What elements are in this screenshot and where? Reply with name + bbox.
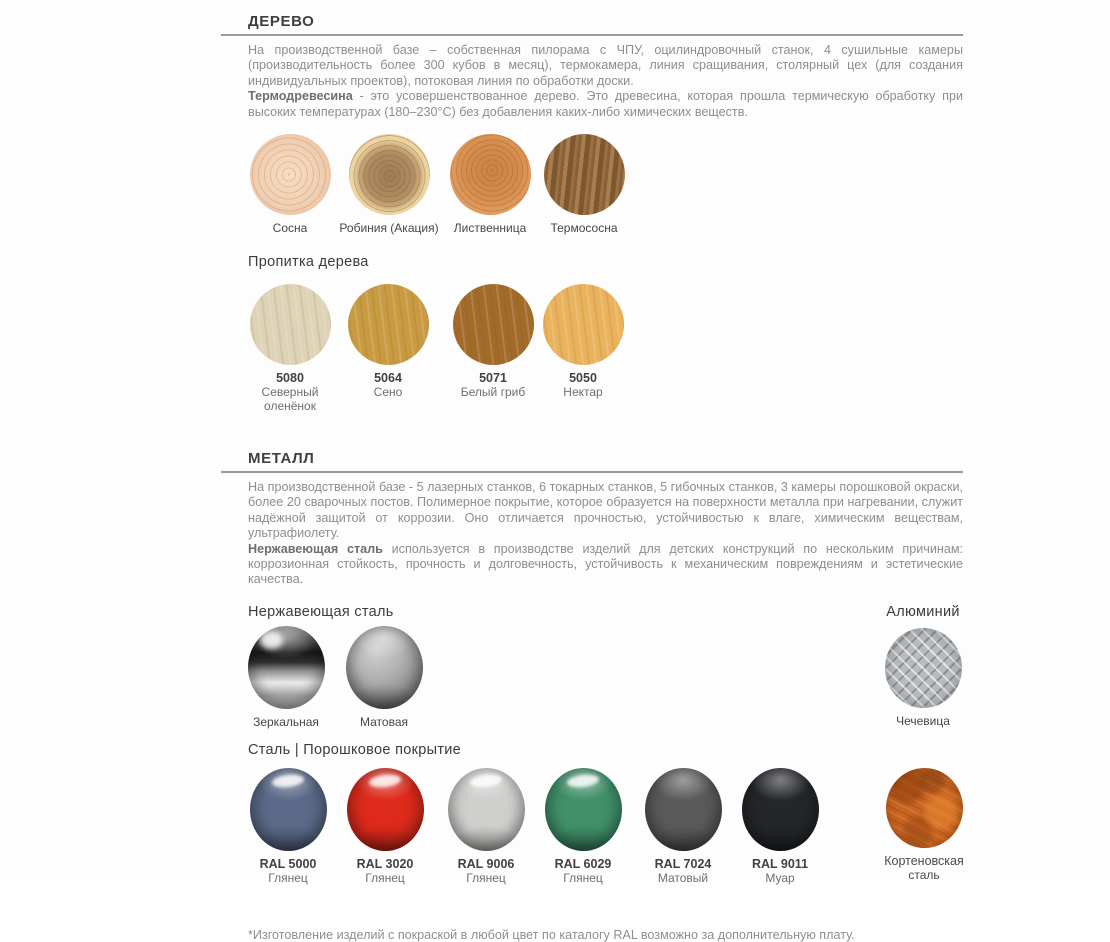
impregnation-swatch-5064 — [328, 284, 448, 399]
ral7024-finish: Матовый — [657, 870, 709, 885]
mirror-label: Зеркальная — [253, 714, 319, 729]
corten-circle — [886, 768, 963, 848]
swatch-5064-circle — [348, 284, 429, 365]
ral9006-ball — [448, 768, 525, 851]
stainless-swatch-matte — [324, 626, 444, 729]
stainless-rest: используется в производстве изделий для детских конструкций по нескольким причинам: коррозионная стойкость, прочность и долговечность, устойчивость к механическим повреждениям и эстетические качества. — [248, 541, 963, 587]
impregnation-row — [248, 284, 963, 444]
powder-title: Сталь | Порошковое покрытие — [248, 741, 462, 758]
ral9011-finish: Муар — [765, 870, 795, 885]
robinia-swatch-circle — [349, 134, 430, 215]
ral6029-ball — [545, 768, 622, 851]
metal-section-divider — [221, 471, 963, 473]
powder-swatch-ral9011 — [720, 768, 840, 885]
swatch-5080-name: Северный оленёнок — [261, 385, 319, 414]
checkerplate-label: Чечевица — [896, 713, 950, 728]
ral5000-code: RAL 5000 — [259, 856, 317, 871]
matte-label: Матовая — [360, 714, 408, 729]
wood-species-row — [248, 134, 963, 242]
stainless-lead: Нержавеющая сталь — [248, 541, 383, 556]
larch-label: Лиственница — [453, 221, 527, 236]
wood-section-title: ДЕРЕВО — [248, 13, 315, 30]
thermowood-lead: Термодревесина — [248, 89, 353, 104]
ral7024-ball — [645, 768, 722, 851]
ral3020-ball — [347, 768, 424, 851]
ral9006-finish: Глянец — [466, 870, 506, 885]
corten-name-line2: сталь — [908, 867, 940, 882]
ral5000-ball — [250, 768, 327, 851]
powder-row — [248, 768, 963, 900]
thermopine-label: Термососна — [550, 221, 618, 236]
content-column — [248, 13, 963, 942]
swatch-5071-code: 5071 — [479, 371, 507, 386]
ral9011-code: RAL 9011 — [751, 856, 809, 871]
checkerplate-circle — [885, 628, 962, 708]
swatch-5050-circle — [543, 284, 624, 365]
robinia-label: Робиния (Акация) — [339, 221, 439, 236]
impregnation-swatch-5050 — [523, 284, 643, 399]
metal-paragraph-2 — [248, 542, 963, 588]
swatch-5080-code: 5080 — [276, 371, 304, 386]
metal-paragraph-1: На производственной базе - 5 лазерных станков, 6 токарных станков, 5 гибочных станков, 3 камеры порошковой окраски, более 20 сварочных постов. Полимерное покрытие, которое образуется на поверхности металла при нагревании, служит надёжной защитой от коррозии. Оно отличается прочностью, устойчивостью к влаге, химическим веществам, ультрафиолету. — [248, 480, 963, 541]
metal-section-title: МЕТАЛЛ — [248, 450, 315, 468]
swatch-5071-circle — [453, 284, 534, 365]
wood-paragraph-2 — [248, 89, 963, 120]
powder-swatch-corten — [864, 768, 984, 882]
stainless-title: Нержавеющая сталь — [248, 603, 394, 620]
ral7024-code: RAL 7024 — [654, 856, 712, 871]
swatch-5080-circle — [250, 284, 331, 365]
wood-paragraph-1: На производственной базе – собственная пилорама с ЧПУ, оцилиндровочный станок, 4 сушильные камеры (производительность более 300 кубов в месяц), термокамера, линия сращивания, столярный цех (для создания индивидуальных проектов), потоковая линия по обработки доски. — [248, 43, 963, 88]
swatch-5050-name: Нектар — [563, 385, 603, 400]
pine-swatch-circle — [250, 134, 331, 215]
pine-label: Сосна — [272, 221, 308, 236]
ral9011-ball — [742, 768, 819, 851]
mirror-ball — [248, 626, 325, 709]
ral3020-finish: Глянец — [365, 870, 405, 885]
swatch-5064-code: 5064 — [374, 371, 402, 386]
thermopine-swatch-circle — [544, 134, 625, 215]
wood-section-text — [248, 43, 963, 120]
swatch-5071-name: Белый гриб — [460, 385, 526, 400]
ral3020-code: RAL 3020 — [356, 856, 414, 871]
swatch-5050-code: 5050 — [569, 371, 597, 386]
matte-ball — [346, 626, 423, 709]
ral6029-code: RAL 6029 — [554, 856, 612, 871]
ral9006-code: RAL 9006 — [457, 856, 515, 871]
aluminum-title: Алюминий — [886, 603, 960, 620]
ral5000-finish: Глянец — [268, 870, 308, 885]
swatch-5064-name: Сено — [373, 385, 403, 400]
aluminum-group — [863, 604, 983, 728]
corten-name-line1: Кортеновская — [884, 853, 964, 868]
impregnation-title: Пропитка дерева — [248, 254, 369, 271]
ral6029-finish: Глянец — [563, 870, 603, 885]
wood-swatch-thermopine — [524, 134, 644, 235]
metal-section-text — [248, 480, 963, 588]
thermowood-rest: - это усовершенствованное дерево. Это древесина, которая прошла термическую обработку при высоких температурах (180–230°С) без добавления каких-либо химических веществ. — [248, 89, 963, 119]
footnote: *Изготовление изделий с покраской в любой цвет по каталогу RAL возможно за дополнительную плату. — [248, 927, 855, 942]
larch-swatch-circle — [450, 134, 531, 215]
stainless-aluminum-row — [248, 604, 963, 728]
wood-section-divider — [221, 34, 963, 36]
